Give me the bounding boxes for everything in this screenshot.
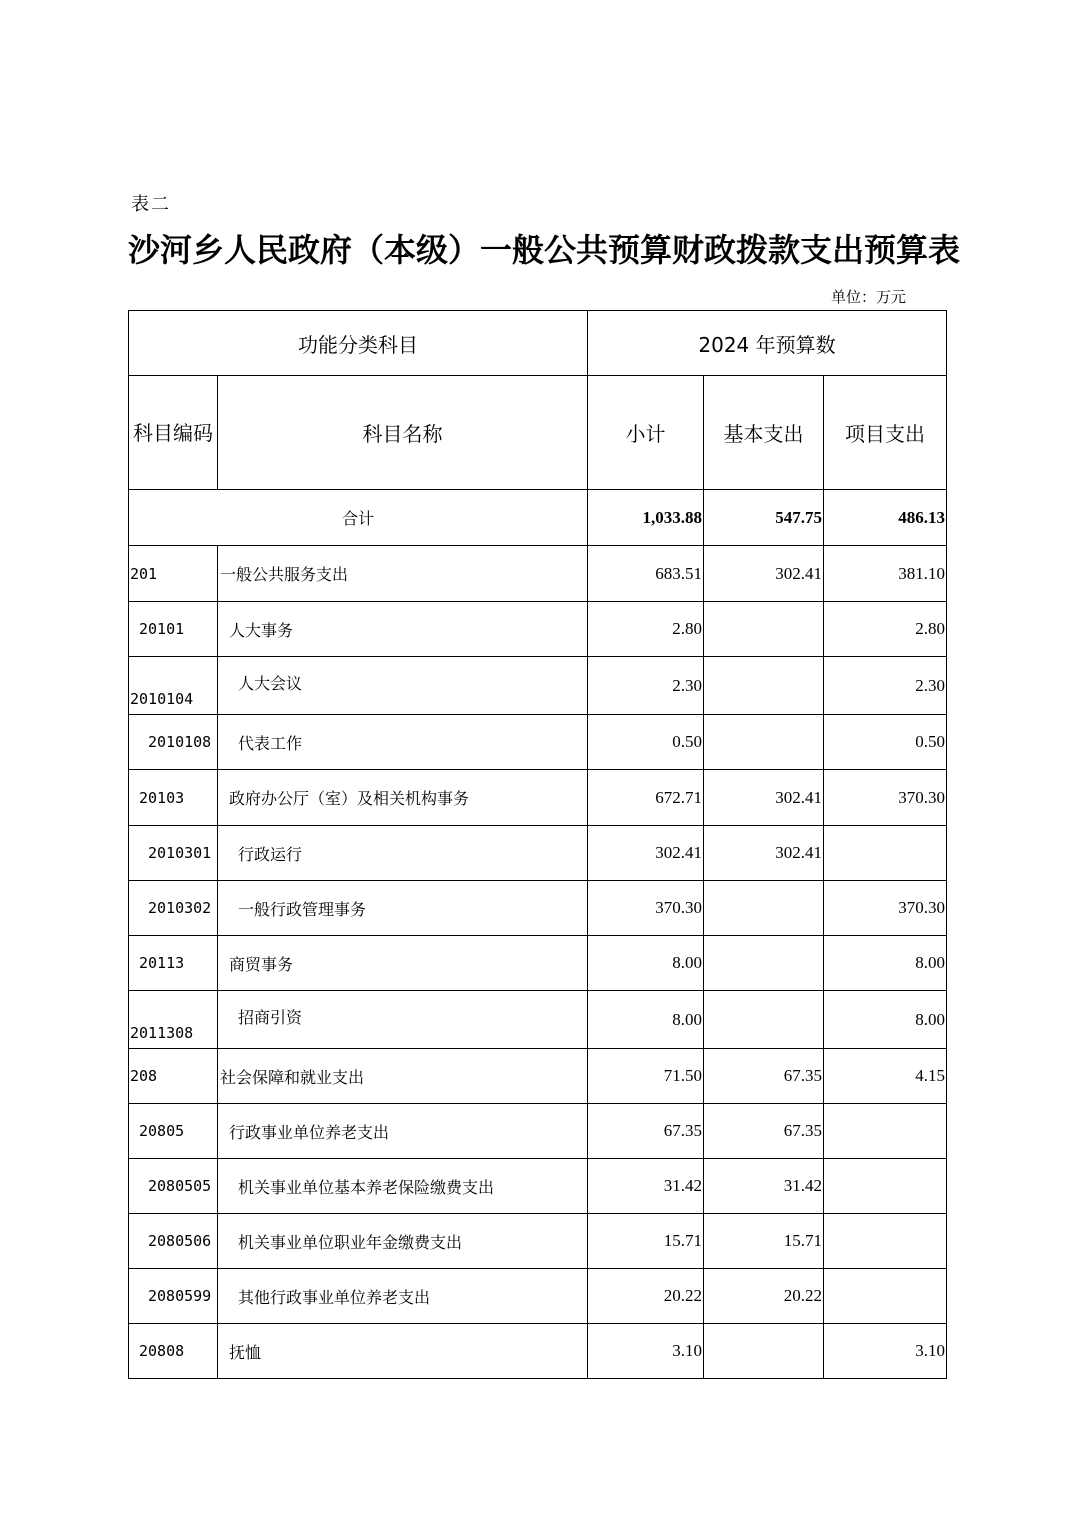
row-name: 人大会议 [218, 657, 588, 715]
table-row [129, 1104, 947, 1159]
row-code: 208 [129, 1049, 218, 1104]
table-row [129, 826, 947, 881]
budget-table [128, 310, 947, 1379]
row-subtotal: 71.50 [588, 1049, 704, 1104]
total-row [129, 490, 947, 546]
row-project: 3.10 [824, 1324, 947, 1379]
table-row [129, 1214, 947, 1269]
row-basic [704, 1324, 824, 1379]
row-basic: 20.22 [704, 1269, 824, 1324]
row-project: 8.00 [824, 936, 947, 991]
table-row [129, 1049, 947, 1104]
row-code: 2010104 [129, 657, 218, 715]
row-project: 2.30 [824, 657, 947, 715]
row-code: 2010302 [129, 881, 218, 936]
row-code: 20113 [129, 936, 218, 991]
header-basic: 基本支出 [704, 376, 824, 490]
row-project: 381.10 [824, 546, 947, 602]
row-basic: 67.35 [704, 1104, 824, 1159]
row-subtotal: 31.42 [588, 1159, 704, 1214]
row-subtotal: 67.35 [588, 1104, 704, 1159]
table-number-label: 表二 [131, 194, 171, 215]
row-code: 2011308 [129, 991, 218, 1049]
row-subtotal: 20.22 [588, 1269, 704, 1324]
table-row [129, 770, 947, 826]
header-budget-year: 2024 年预算数 [588, 311, 947, 376]
row-project [824, 1214, 947, 1269]
row-name: 一般公共服务支出 [218, 546, 588, 602]
row-name: 行政运行 [218, 826, 588, 881]
page-title: 沙河乡人民政府（本级）一般公共预算财政拨款支出预算表 [128, 231, 961, 269]
header-code: 科目编码 [129, 376, 218, 490]
row-basic [704, 991, 824, 1049]
table-row [129, 715, 947, 770]
row-project [824, 826, 947, 881]
table-row [129, 546, 947, 602]
row-project: 370.30 [824, 770, 947, 826]
total-project: 486.13 [824, 490, 947, 546]
row-code: 2010108 [129, 715, 218, 770]
row-code: 20103 [129, 770, 218, 826]
row-subtotal: 8.00 [588, 936, 704, 991]
table-row [129, 657, 947, 715]
row-basic: 302.41 [704, 770, 824, 826]
table-row [129, 881, 947, 936]
row-basic [704, 881, 824, 936]
unit-label: 单位：万元 [830, 288, 906, 306]
row-name: 政府办公厅（室）及相关机构事务 [218, 770, 588, 826]
row-code: 2080599 [129, 1269, 218, 1324]
row-basic [704, 936, 824, 991]
total-label: 合计 [129, 490, 588, 546]
table-row [129, 936, 947, 991]
row-name: 抚恤 [218, 1324, 588, 1379]
row-basic: 31.42 [704, 1159, 824, 1214]
row-subtotal: 3.10 [588, 1324, 704, 1379]
row-name: 机关事业单位基本养老保险缴费支出 [218, 1159, 588, 1214]
row-subtotal: 0.50 [588, 715, 704, 770]
row-project: 8.00 [824, 991, 947, 1049]
total-basic: 547.75 [704, 490, 824, 546]
header-func-class: 功能分类科目 [129, 311, 588, 376]
row-project [824, 1159, 947, 1214]
table-row [129, 1159, 947, 1214]
table-row [129, 1324, 947, 1379]
row-subtotal: 8.00 [588, 991, 704, 1049]
header-project: 项目支出 [824, 376, 947, 490]
row-name: 机关事业单位职业年金缴费支出 [218, 1214, 588, 1269]
total-subtotal: 1,033.88 [588, 490, 704, 546]
row-basic [704, 657, 824, 715]
row-name: 行政事业单位养老支出 [218, 1104, 588, 1159]
row-name: 其他行政事业单位养老支出 [218, 1269, 588, 1324]
row-basic [704, 715, 824, 770]
row-code: 2080506 [129, 1214, 218, 1269]
row-name: 代表工作 [218, 715, 588, 770]
row-basic: 302.41 [704, 826, 824, 881]
row-subtotal: 370.30 [588, 881, 704, 936]
row-subtotal: 2.30 [588, 657, 704, 715]
table-row [129, 1269, 947, 1324]
row-name: 招商引资 [218, 991, 588, 1049]
row-subtotal: 15.71 [588, 1214, 704, 1269]
row-project: 0.50 [824, 715, 947, 770]
row-name: 社会保障和就业支出 [218, 1049, 588, 1104]
row-basic: 67.35 [704, 1049, 824, 1104]
row-subtotal: 302.41 [588, 826, 704, 881]
row-name: 商贸事务 [218, 936, 588, 991]
row-subtotal: 2.80 [588, 602, 704, 657]
header-name: 科目名称 [218, 376, 588, 490]
row-code: 201 [129, 546, 218, 602]
header-row-sub [129, 376, 947, 490]
header-subtotal: 小计 [588, 376, 704, 490]
row-project: 2.80 [824, 602, 947, 657]
row-code: 20808 [129, 1324, 218, 1379]
row-code: 20805 [129, 1104, 218, 1159]
row-project: 370.30 [824, 881, 947, 936]
table-row [129, 602, 947, 657]
table-row [129, 991, 947, 1049]
row-name: 一般行政管理事务 [218, 881, 588, 936]
row-code: 20101 [129, 602, 218, 657]
row-code: 2080505 [129, 1159, 218, 1214]
row-name: 人大事务 [218, 602, 588, 657]
row-project [824, 1104, 947, 1159]
row-subtotal: 683.51 [588, 546, 704, 602]
row-code: 2010301 [129, 826, 218, 881]
row-basic: 15.71 [704, 1214, 824, 1269]
row-project [824, 1269, 947, 1324]
row-subtotal: 672.71 [588, 770, 704, 826]
row-basic [704, 602, 824, 657]
header-row-top [129, 311, 947, 376]
row-basic: 302.41 [704, 546, 824, 602]
row-project: 4.15 [824, 1049, 947, 1104]
